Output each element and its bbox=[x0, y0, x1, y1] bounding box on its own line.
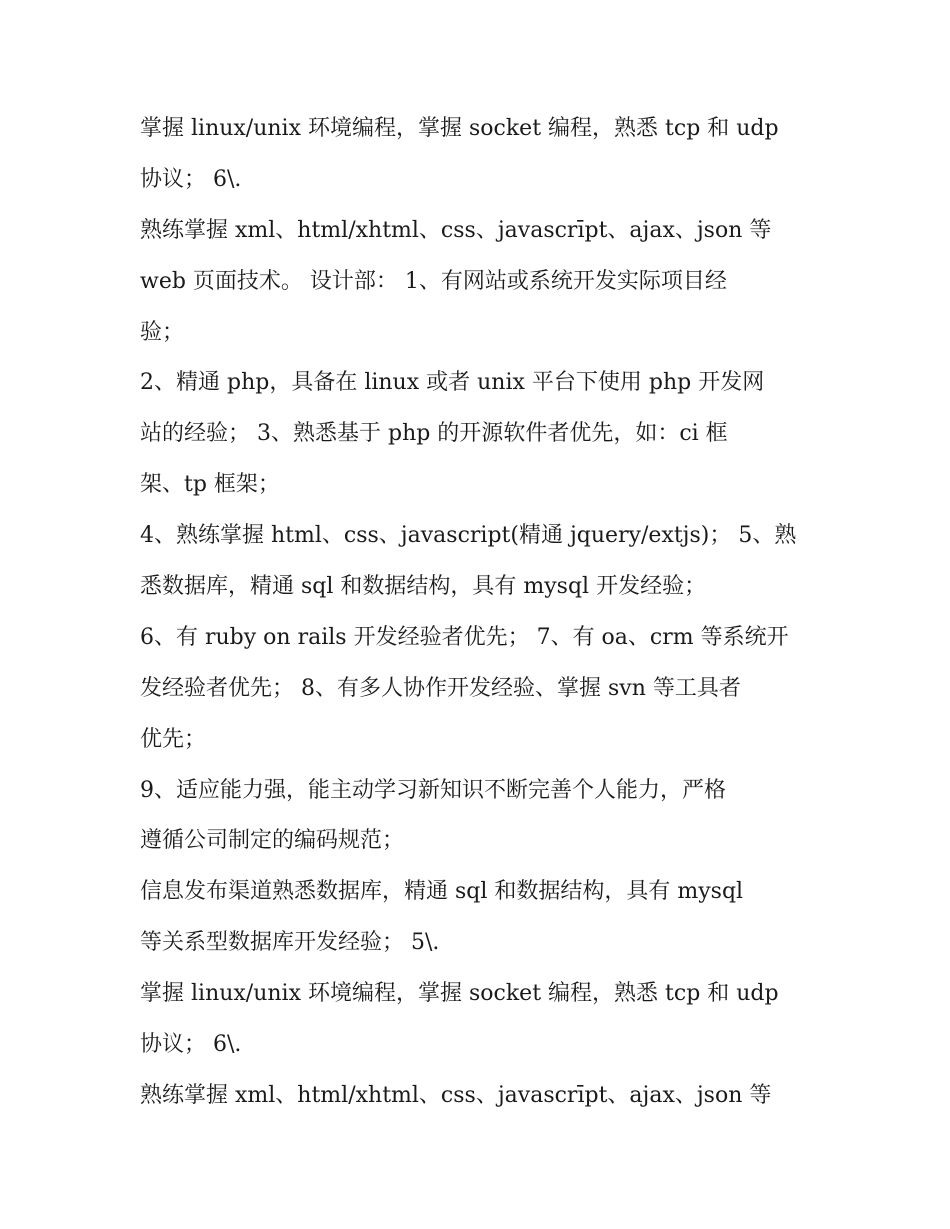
text-line: 9、适应能力强，能主动学习新知识不断完善个人能力，严格 bbox=[140, 777, 726, 803]
text-line: 掌握 linux/unix 环境编程，掌握 socket 编程，熟悉 tcp 和 udp bbox=[140, 116, 779, 141]
text-line: 优先； bbox=[140, 726, 207, 752]
text-line: 站的经验； 3、熟悉基于 php 的开源软件者优先，如：ci 框 bbox=[140, 421, 728, 447]
text-line: 悉数据库，精通 sql 和数据结构，具有 mysql 开发经验； bbox=[140, 574, 707, 600]
text-line: 协议； 6\. bbox=[140, 166, 242, 192]
text-line: 架、tp 框架； bbox=[140, 472, 280, 498]
document-body bbox=[140, 104, 820, 1122]
text-line: 熟练掌握 xml、html/xhtml、css、javascrīpt、ajax、json 等 bbox=[140, 217, 772, 243]
text-line: 6、有 ruby on rails 开发经验者优先； 7、有 oa、crm 等系统开 bbox=[140, 624, 789, 650]
text-line: 等关系型数据库开发经验； 5\. bbox=[140, 930, 440, 956]
text-line: 掌握 linux/unix 环境编程，掌握 socket 编程，熟悉 tcp 和 udp bbox=[140, 981, 779, 1007]
text-line: 遵循公司制定的编码规范； bbox=[140, 828, 405, 854]
text-line: web 页面技术。 设计部： 1、有网站或系统开发实际项目经 bbox=[140, 268, 727, 294]
text-line: 信息发布渠道熟悉数据库，精通 sql 和数据结构，具有 mysql bbox=[140, 879, 744, 905]
text-line: 协议； 6\. bbox=[140, 1032, 242, 1058]
text-line: 4、熟练掌握 html、css、javascript(精通 jquery/extjs)； 5、熟 bbox=[140, 523, 797, 549]
text-line: 2、精通 php，具备在 linux 或者 unix 平台下使用 php 开发网 bbox=[140, 370, 765, 396]
text-line: 熟练掌握 xml、html/xhtml、css、javascrīpt、ajax、json 等 bbox=[140, 1082, 772, 1108]
text-line: 发经验者优先； 8、有多人协作开发经验、掌握 svn 等工具者 bbox=[140, 675, 741, 701]
text-line: 验； bbox=[140, 319, 185, 345]
